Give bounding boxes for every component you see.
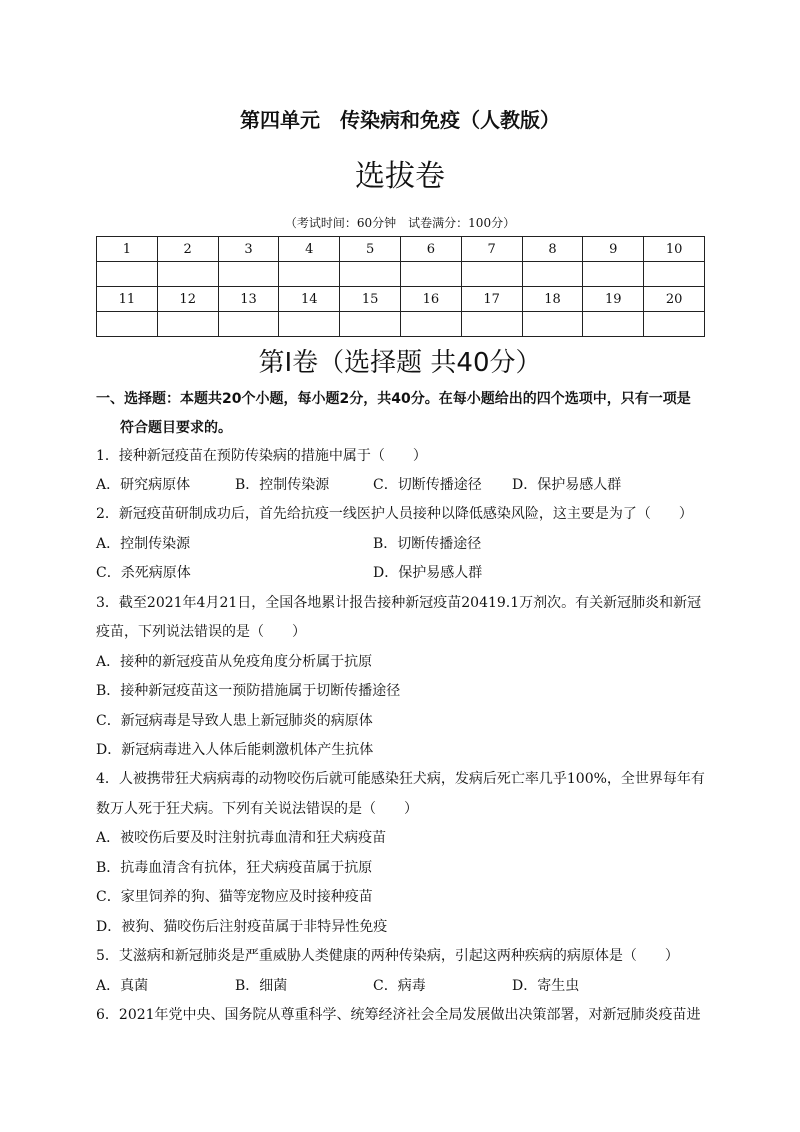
- score-header-cell: 12: [157, 287, 218, 312]
- answer-cell[interactable]: [218, 312, 279, 337]
- option-d: D．寄生虫: [512, 978, 580, 994]
- answer-cell[interactable]: [522, 262, 583, 287]
- score-table: [96, 236, 705, 337]
- answer-cell[interactable]: [340, 262, 401, 287]
- answer-cell[interactable]: [461, 312, 522, 337]
- option-d: D．新冠病毒进入人体后能刺激机体产生抗体: [96, 742, 374, 758]
- option-b: B．控制传染源: [235, 477, 330, 493]
- option-a: A．真菌: [96, 978, 149, 994]
- score-header-cell: 8: [522, 237, 583, 262]
- section-instruction-cont: 符合题目要求的。: [120, 420, 232, 436]
- score-header-cell: 14: [279, 287, 340, 312]
- exam-meta: （考试时间：60分钟 试卷满分：100分）: [284, 216, 516, 230]
- score-header-row: [97, 287, 705, 312]
- answer-cell[interactable]: [97, 312, 158, 337]
- answer-cell[interactable]: [97, 262, 158, 287]
- score-header-cell: 7: [461, 237, 522, 262]
- option-b: B．细菌: [235, 978, 288, 994]
- answer-cell[interactable]: [461, 262, 522, 287]
- option-a: A．接种的新冠疫苗从免疫角度分析属于抗原: [96, 654, 373, 670]
- score-header-cell: 17: [461, 287, 522, 312]
- option-c: C．杀死病原体: [96, 565, 191, 581]
- answer-cell[interactable]: [218, 262, 279, 287]
- question-stem: 4．人被携带狂犬病病毒的动物咬伤后就可能感染狂犬病，发病后死亡率几乎100%，全世界每年有: [96, 771, 705, 787]
- score-header-row: [97, 237, 705, 262]
- answer-cell[interactable]: [583, 262, 644, 287]
- score-answer-row: [97, 262, 705, 287]
- score-header-cell: 9: [583, 237, 644, 262]
- section-title: 第Ⅰ卷（选择题 共40分）: [258, 348, 542, 378]
- option-c: C．新冠病毒是导致人患上新冠肺炎的病原体: [96, 713, 373, 729]
- question-stem: 2．新冠疫苗研制成功后，首先给抗疫一线医护人员接种以降低感染风险，这主要是为了（ ）: [96, 506, 693, 522]
- question-stem: 1．接种新冠疫苗在预防传染病的措施中属于（ ）: [96, 448, 427, 464]
- score-header-cell: 19: [583, 287, 644, 312]
- option-c: C．切断传播途径: [373, 477, 482, 493]
- question-stem-cont: 疫苗，下列说法错误的是（ ）: [96, 624, 306, 640]
- page-title: 第四单元 传染病和免疫（人教版）: [240, 108, 560, 132]
- answer-cell[interactable]: [522, 312, 583, 337]
- answer-cell[interactable]: [279, 262, 340, 287]
- answer-cell[interactable]: [583, 312, 644, 337]
- score-header-cell: 18: [522, 287, 583, 312]
- score-header-cell: 2: [157, 237, 218, 262]
- score-header-cell: 15: [340, 287, 401, 312]
- score-header-cell: 1: [97, 237, 158, 262]
- score-header-cell: 16: [400, 287, 461, 312]
- answer-cell[interactable]: [279, 312, 340, 337]
- option-c: C．病毒: [373, 978, 426, 994]
- page-subtitle: 选拔卷: [355, 159, 445, 194]
- option-a: A．研究病原体: [96, 477, 191, 493]
- score-answer-row: [97, 312, 705, 337]
- option-a: A．被咬伤后要及时注射抗毒血清和狂犬病疫苗: [96, 830, 387, 846]
- option-a: A．控制传染源: [96, 536, 191, 552]
- answer-cell[interactable]: [157, 312, 218, 337]
- option-b: B．接种新冠疫苗这一预防措施属于切断传播途径: [96, 683, 401, 699]
- score-header-cell: 11: [97, 287, 158, 312]
- answer-cell[interactable]: [157, 262, 218, 287]
- option-d: D．保护易感人群: [512, 477, 622, 493]
- score-header-cell: 4: [279, 237, 340, 262]
- answer-cell[interactable]: [400, 262, 461, 287]
- score-header-cell: 5: [340, 237, 401, 262]
- score-header-cell: 13: [218, 287, 279, 312]
- option-d: D．被狗、猫咬伤后注射疫苗属于非特异性免疫: [96, 919, 388, 935]
- option-b: B．切断传播途径: [373, 536, 482, 552]
- answer-cell[interactable]: [644, 262, 705, 287]
- option-d: D．保护易感人群: [373, 565, 483, 581]
- answer-cell[interactable]: [400, 312, 461, 337]
- score-header-cell: 10: [644, 237, 705, 262]
- answer-cell[interactable]: [644, 312, 705, 337]
- score-header-cell: 6: [400, 237, 461, 262]
- question-stem: 6．2021年党中央、国务院从尊重科学、统筹经济社会全局发展做出决策部署，对新冠肺炎疫苗进: [96, 1007, 701, 1023]
- question-stem-cont: 数万人死于狂犬病。下列有关说法错误的是（ ）: [96, 801, 418, 817]
- option-c: C．家里饲养的狗、猫等宠物应及时接种疫苗: [96, 889, 373, 905]
- section-instruction: 一、选择题：本题共20个小题，每小题2分，共40分。在每小题给出的四个选项中，只有一项是: [96, 391, 691, 407]
- score-header-cell: 3: [218, 237, 279, 262]
- question-stem: 5．艾滋病和新冠肺炎是严重威胁人类健康的两种传染病，引起这两种疾病的病原体是（ ）: [96, 948, 679, 964]
- question-stem: 3．截至2021年4月21日，全国各地累计报告接种新冠疫苗20419.1万剂次。有关新冠肺炎和新冠: [96, 595, 702, 611]
- score-header-cell: 20: [644, 287, 705, 312]
- answer-cell[interactable]: [340, 312, 401, 337]
- option-b: B．抗毒血清含有抗体，狂犬病疫苗属于抗原: [96, 860, 373, 876]
